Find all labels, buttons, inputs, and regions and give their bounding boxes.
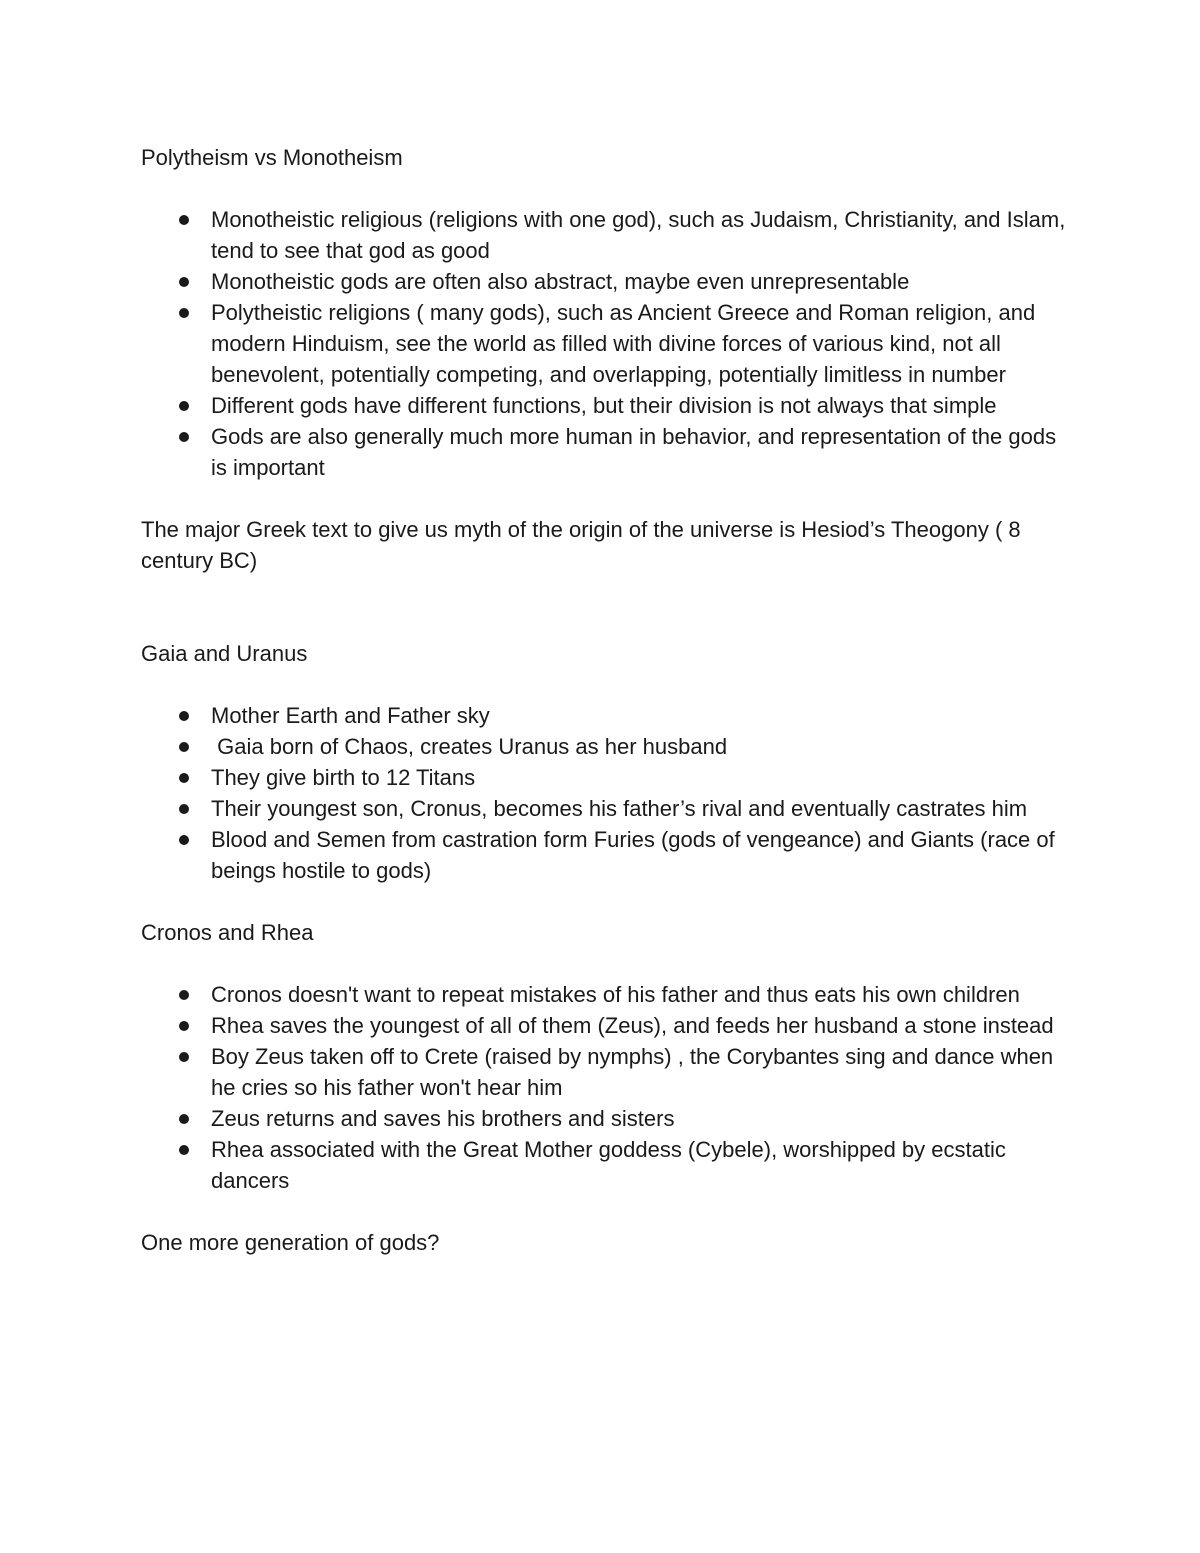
list-item: [141, 1103, 1071, 1134]
section-heading: Cronos and Rhea: [141, 920, 314, 945]
list-item: [141, 793, 1071, 824]
list-item-text: Cronos doesn't want to repeat mistakes of his father and thus eats his own children: [211, 982, 1020, 1007]
document-page: [141, 142, 1071, 1258]
bullet-icon: [179, 835, 189, 845]
bullet-list: [141, 979, 1071, 1196]
bullet-icon: [179, 432, 189, 442]
section-heading: Polytheism vs Monotheism: [141, 145, 403, 170]
list-item: [141, 297, 1071, 390]
list-item: [141, 731, 1071, 762]
bullet-icon: [179, 1021, 189, 1031]
list-item: [141, 824, 1071, 886]
list-item-text: Different gods have different functions, but their division is not always that simple: [211, 393, 997, 418]
bullet-icon: [179, 1114, 189, 1124]
list-item: [141, 1041, 1071, 1103]
list-item-text: Blood and Semen from castration form Furies (gods of vengeance) and Giants (race of beings hostile to gods): [211, 827, 1061, 883]
bullet-icon: [179, 742, 189, 752]
paragraph-theogony: The major Greek text to give us myth of the origin of the universe is Hesiod’s Theogony ( 8 century BC): [141, 517, 1027, 573]
list-item-text: Monotheistic gods are often also abstract, maybe even unrepresentable: [211, 269, 910, 294]
bullet-icon: [179, 773, 189, 783]
section-heading: One more generation of gods?: [141, 1230, 440, 1255]
bullet-icon: [179, 277, 189, 287]
list-item-text: Gods are also generally much more human in behavior, and representation of the gods is important: [211, 424, 1063, 480]
list-item-text: Mother Earth and Father sky: [211, 703, 490, 728]
list-item: [141, 1010, 1071, 1041]
list-item-text: Monotheistic religious (religions with one god), such as Judaism, Christianity, and Islam, tend to see that god as good: [211, 207, 1072, 263]
bullet-list: [141, 700, 1071, 886]
list-item: [141, 390, 1071, 421]
list-item: [141, 979, 1071, 1010]
list-item: [141, 266, 1071, 297]
list-item: [141, 204, 1071, 266]
list-item: [141, 1134, 1071, 1196]
list-item-text: Their youngest son, Cronus, becomes his father’s rival and eventually castrates him: [211, 796, 1028, 821]
list-item: [141, 762, 1071, 793]
spacer: [141, 576, 1071, 638]
list-item-text: Gaia born of Chaos, creates Uranus as her husband: [211, 734, 728, 759]
list-item-text: Boy Zeus taken off to Crete (raised by nymphs) , the Corybantes sing and dance when he cries so his father won't hear him: [211, 1044, 1060, 1100]
section-heading: Gaia and Uranus: [141, 641, 308, 666]
list-item-text: Rhea saves the youngest of all of them (Zeus), and feeds her husband a stone instead: [211, 1013, 1054, 1038]
bullet-icon: [179, 215, 189, 225]
list-item-text: Zeus returns and saves his brothers and sisters: [211, 1106, 675, 1131]
list-item: [141, 421, 1071, 483]
bullet-icon: [179, 1145, 189, 1155]
list-item: [141, 700, 1071, 731]
list-item-text: They give birth to 12 Titans: [211, 765, 476, 790]
list-item-text: Rhea associated with the Great Mother goddess (Cybele), worshipped by ecstatic dancers: [211, 1137, 1012, 1193]
bullet-icon: [179, 711, 189, 721]
bullet-icon: [179, 1052, 189, 1062]
list-item-text: Polytheistic religions ( many gods), such as Ancient Greece and Roman religion, and modern Hinduism, see the world as filled with divine forces of various kind, not all benevolent, potentially competing, and overlapping, potentially limitless in number: [211, 300, 1042, 387]
bullet-icon: [179, 401, 189, 411]
bullet-icon: [179, 990, 189, 1000]
bullet-icon: [179, 804, 189, 814]
bullet-icon: [179, 308, 189, 318]
bullet-list: [141, 204, 1071, 483]
